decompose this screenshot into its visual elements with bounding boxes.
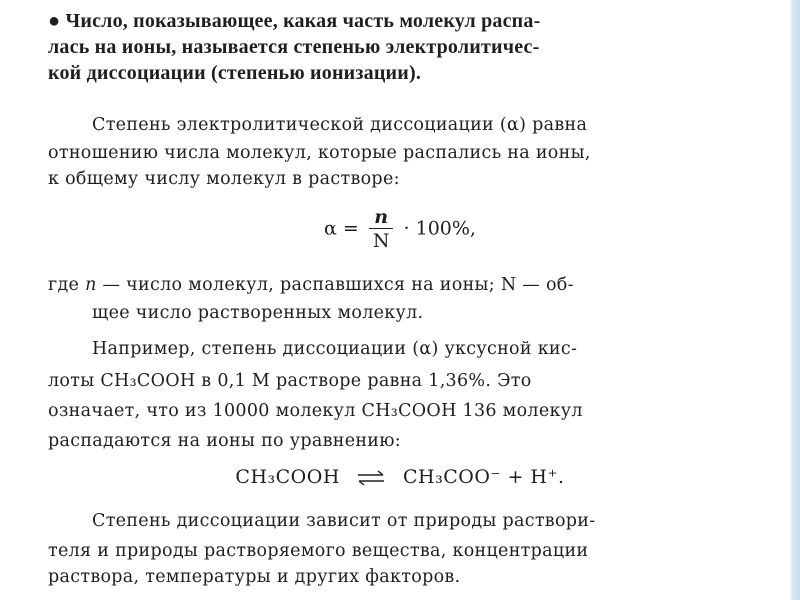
definition-line-3: кой диссоциации (степенью ионизации).: [48, 62, 422, 84]
example-line-3: означает, что из 10000 молекул CH₃COOH 136 молекул: [48, 401, 583, 421]
reversible-arrows-icon: [356, 469, 386, 487]
conclusion-line-2: теля и природы растворяемого вещества, концентрации: [48, 541, 589, 561]
example-paragraph-cont: [48, 366, 748, 456]
conclusion-paragraph-cont: [48, 538, 748, 590]
conclusion-paragraph: [92, 508, 752, 534]
example-paragraph: [92, 336, 752, 362]
formula-numerator: n: [374, 206, 389, 228]
dissociation-equation: [0, 466, 800, 488]
example-line-2: лоты CH₃COOH в 0,1 М растворе равна 1,36%. Это: [48, 371, 532, 391]
explanation-paragraph-cont: [48, 140, 748, 192]
formula-rhs: · 100%,: [403, 217, 476, 240]
definition-line-1: ● Число, показывающее, какая часть молекул распа-: [48, 10, 541, 32]
formula-denominator: N: [372, 230, 390, 252]
legend-paragraph: [48, 272, 748, 298]
bullet-icon: ●: [48, 10, 61, 32]
explanation-line-3: к общему числу молекул в растворе:: [48, 169, 400, 189]
formula-lhs: α =: [324, 217, 359, 240]
alpha-formula: [0, 206, 800, 253]
definition-line-2: лась на ионы, называется степенью электролитичес-: [48, 36, 540, 58]
slide-edge-stripe: [786, 0, 800, 600]
formula-fraction: [369, 206, 394, 253]
explanation-line-1: Степень электролитической диссоциации (α) равна: [92, 115, 588, 135]
legend-line-1: где n — число молекул, распавшихся на ионы; N — об-: [48, 275, 574, 295]
explanation-line-2: отношению числа молекул, которые распались на ионы,: [48, 143, 591, 163]
conclusion-line-1: Степень диссоциации зависит от природы раствори-: [92, 511, 596, 531]
definition-paragraph: [48, 8, 748, 86]
legend-paragraph-cont: [92, 300, 752, 326]
example-line-4: распадаются на ионы по уравнению:: [48, 431, 402, 451]
legend-var-n: n: [85, 275, 97, 295]
equation-right: CH₃COO⁻ + H⁺.: [402, 466, 565, 488]
equation-left: CH₃COOH: [235, 466, 340, 488]
conclusion-line-3: раствора, температуры и других факторов.: [48, 567, 461, 587]
legend-line-2: щее число растворенных молекул.: [92, 303, 424, 323]
example-line-1: Например, степень диссоциации (α) уксусной кис-: [92, 339, 578, 359]
explanation-paragraph: [92, 112, 752, 138]
